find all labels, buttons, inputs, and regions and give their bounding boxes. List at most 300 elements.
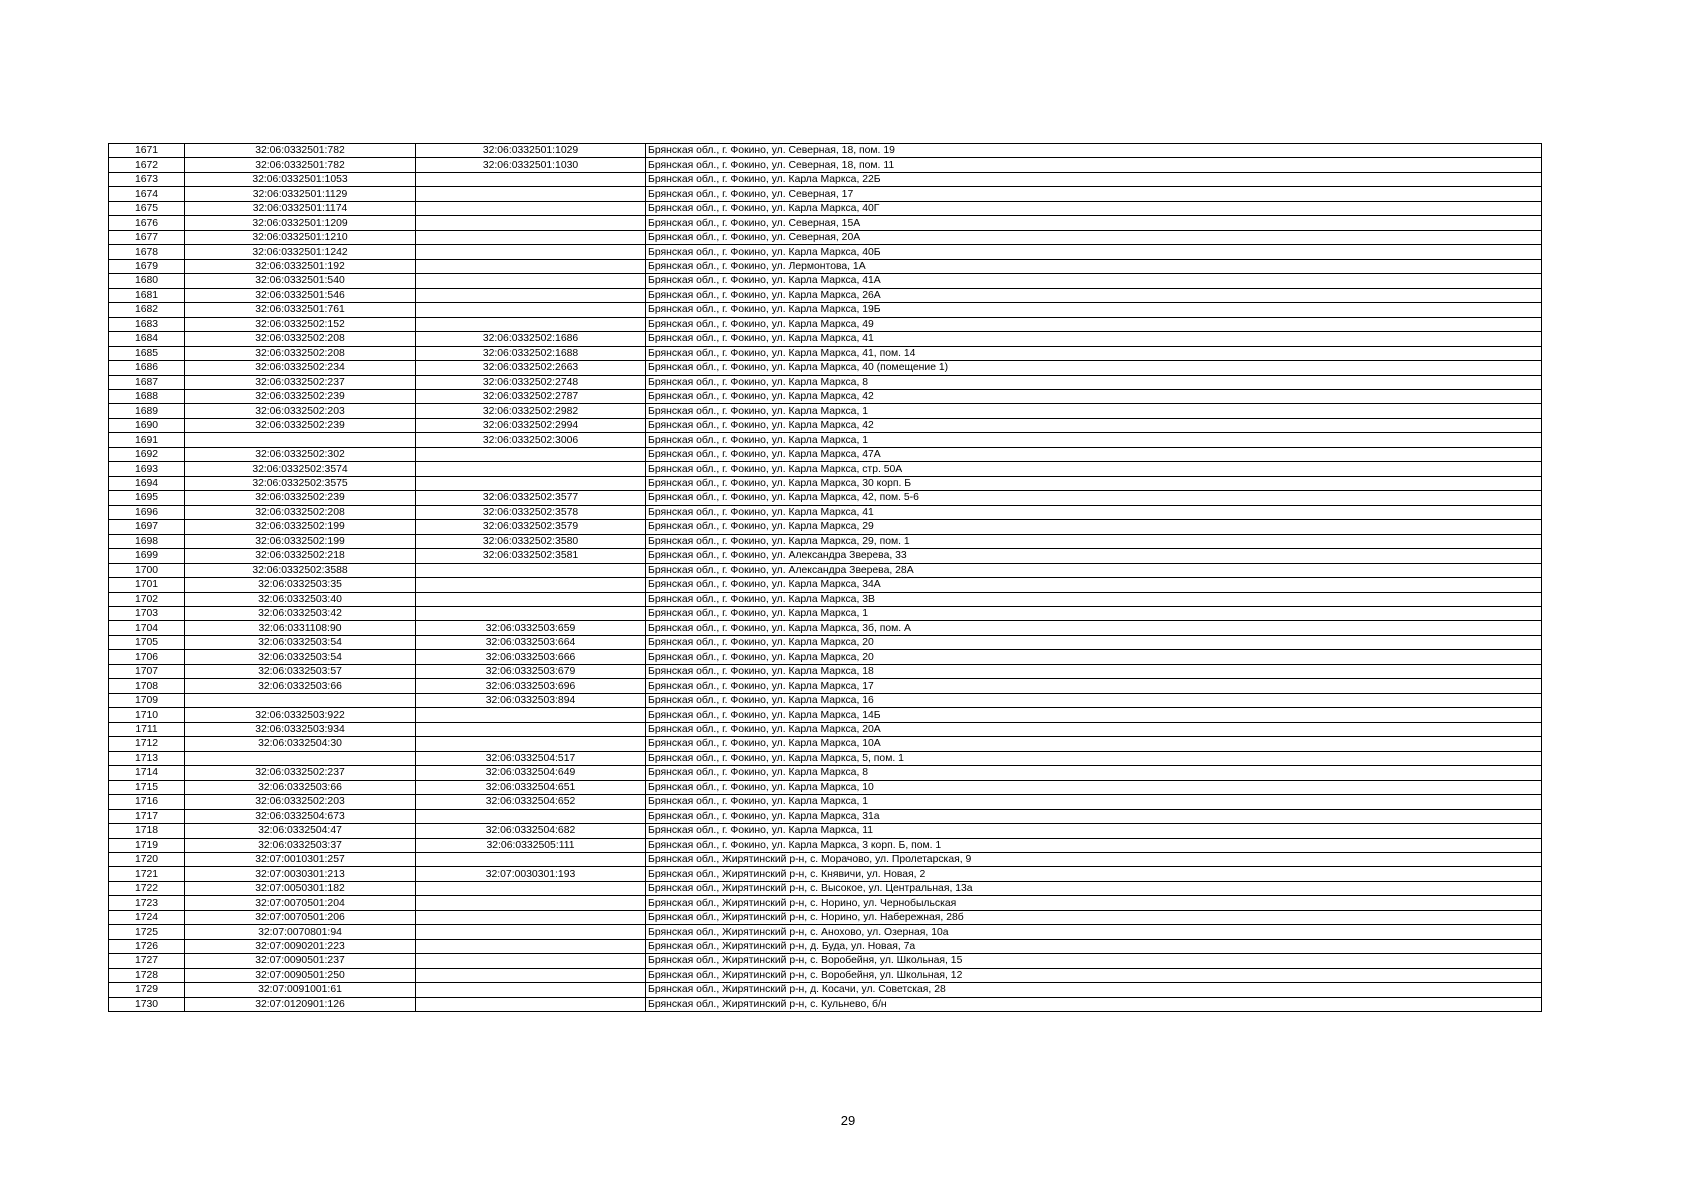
- row-number-cell: 1727: [109, 954, 185, 968]
- cadastral-number-cell: 32:06:0332502:208: [185, 346, 416, 360]
- premises-cadastral-number-cell: 32:06:0332504:652: [416, 795, 646, 809]
- premises-cadastral-number-cell: [416, 983, 646, 997]
- address-cell: Брянская обл., г. Фокино, ул. Карла Маркса, 41: [646, 505, 1542, 519]
- address-cell: Брянская обл., г. Фокино, ул. Карла Маркса, 10А: [646, 737, 1542, 751]
- table-row: [109, 780, 1542, 794]
- cadastral-number-cell: [185, 751, 416, 765]
- cadastral-number-cell: 32:06:0332503:66: [185, 780, 416, 794]
- address-cell: Брянская обл., Жирятинский р-н, с. Воробейня, ул. Школьная, 12: [646, 968, 1542, 982]
- table-row: [109, 838, 1542, 852]
- row-number-cell: 1728: [109, 968, 185, 982]
- row-number-cell: 1730: [109, 997, 185, 1011]
- address-cell: Брянская обл., г. Фокино, ул. Карла Маркса, 41, пом. 14: [646, 346, 1542, 360]
- premises-cadastral-number-cell: 32:06:0332502:3006: [416, 433, 646, 447]
- premises-cadastral-number-cell: [416, 317, 646, 331]
- address-cell: Брянская обл., г. Фокино, ул. Карла Маркса, 49: [646, 317, 1542, 331]
- table-row: [109, 881, 1542, 895]
- premises-cadastral-number-cell: [416, 447, 646, 461]
- row-number-cell: 1671: [109, 144, 185, 158]
- cadastral-number-cell: 32:06:0332503:42: [185, 607, 416, 621]
- address-cell: Брянская обл., г. Фокино, ул. Лермонтова, 1А: [646, 259, 1542, 273]
- table-row: [109, 462, 1542, 476]
- address-cell: Брянская обл., г. Фокино, ул. Карла Маркса, 41: [646, 332, 1542, 346]
- premises-cadastral-number-cell: 32:06:0332503:666: [416, 650, 646, 664]
- cadastral-number-cell: 32:07:0090501:250: [185, 968, 416, 982]
- cadastral-number-cell: 32:06:0332502:3588: [185, 563, 416, 577]
- address-cell: Брянская обл., г. Фокино, ул. Северная, 20А: [646, 230, 1542, 244]
- address-cell: Брянская обл., г. Фокино, ул. Карла Маркса, 14Б: [646, 708, 1542, 722]
- cadastral-number-cell: 32:06:0332501:761: [185, 303, 416, 317]
- address-cell: Брянская обл., г. Фокино, ул. Карла Маркса, 42: [646, 389, 1542, 403]
- table-row: [109, 303, 1542, 317]
- row-number-cell: 1677: [109, 230, 185, 244]
- row-number-cell: 1673: [109, 172, 185, 186]
- address-cell: Брянская обл., г. Фокино, ул. Северная, 15А: [646, 216, 1542, 230]
- address-cell: Брянская обл., г. Фокино, ул. Карла Маркса, 40Г: [646, 201, 1542, 215]
- premises-cadastral-number-cell: 32:06:0332502:2994: [416, 418, 646, 432]
- cadastral-number-cell: 32:06:0332501:546: [185, 288, 416, 302]
- table-row: [109, 708, 1542, 722]
- table-row: [109, 433, 1542, 447]
- address-cell: Брянская обл., г. Фокино, ул. Карла Маркса, 20А: [646, 722, 1542, 736]
- row-number-cell: 1679: [109, 259, 185, 273]
- row-number-cell: 1690: [109, 418, 185, 432]
- address-cell: Брянская обл., г. Фокино, ул. Карла Маркса, 5, пом. 1: [646, 751, 1542, 765]
- cadastral-number-cell: 32:06:0332501:540: [185, 274, 416, 288]
- table-row: [109, 939, 1542, 953]
- table-row: [109, 216, 1542, 230]
- premises-cadastral-number-cell: [416, 997, 646, 1011]
- address-cell: Брянская обл., г. Фокино, ул. Карла Маркса, 10: [646, 780, 1542, 794]
- premises-cadastral-number-cell: 32:06:0332502:3577: [416, 491, 646, 505]
- premises-cadastral-number-cell: 32:06:0332502:3580: [416, 534, 646, 548]
- table-row: [109, 954, 1542, 968]
- premises-cadastral-number-cell: 32:06:0332503:894: [416, 693, 646, 707]
- row-number-cell: 1708: [109, 679, 185, 693]
- table-row: [109, 520, 1542, 534]
- premises-cadastral-number-cell: 32:06:0332505:111: [416, 838, 646, 852]
- table-row: [109, 766, 1542, 780]
- table-row: [109, 491, 1542, 505]
- row-number-cell: 1710: [109, 708, 185, 722]
- premises-cadastral-number-cell: 32:06:0332504:649: [416, 766, 646, 780]
- premises-cadastral-number-cell: 32:06:0332503:679: [416, 664, 646, 678]
- premises-cadastral-number-cell: [416, 896, 646, 910]
- address-cell: Брянская обл., Жирятинский р-н, д. Буда, ул. Новая, 7а: [646, 939, 1542, 953]
- premises-cadastral-number-cell: 32:06:0332502:1688: [416, 346, 646, 360]
- table-row: [109, 534, 1542, 548]
- premises-cadastral-number-cell: [416, 274, 646, 288]
- row-number-cell: 1672: [109, 158, 185, 172]
- address-cell: Брянская обл., г. Фокино, ул. Карла Маркса, 11: [646, 824, 1542, 838]
- cadastral-number-cell: 32:06:0332502:3574: [185, 462, 416, 476]
- premises-cadastral-number-cell: 32:06:0332504:517: [416, 751, 646, 765]
- row-number-cell: 1678: [109, 245, 185, 259]
- cadastral-number-cell: [185, 433, 416, 447]
- cadastral-number-cell: 32:06:0332502:152: [185, 317, 416, 331]
- table-row: [109, 404, 1542, 418]
- row-number-cell: 1705: [109, 635, 185, 649]
- cadastral-number-cell: 32:06:0332501:192: [185, 259, 416, 273]
- table-row: [109, 925, 1542, 939]
- row-number-cell: 1711: [109, 722, 185, 736]
- table-row: [109, 505, 1542, 519]
- cadastral-number-cell: 32:07:0050301:182: [185, 881, 416, 895]
- cadastral-number-cell: 32:06:0332502:203: [185, 404, 416, 418]
- cadastral-number-cell: 32:07:0030301:213: [185, 867, 416, 881]
- cadastral-number-cell: 32:06:0332502:208: [185, 332, 416, 346]
- cadastral-number-cell: 32:07:0070501:204: [185, 896, 416, 910]
- address-cell: Брянская обл., г. Фокино, ул. Карла Маркса, 3 корп. Б, пом. 1: [646, 838, 1542, 852]
- premises-cadastral-number-cell: [416, 809, 646, 823]
- table-row: [109, 418, 1542, 432]
- premises-cadastral-number-cell: [416, 852, 646, 866]
- premises-cadastral-number-cell: 32:06:0332503:659: [416, 621, 646, 635]
- address-cell: Брянская обл., г. Фокино, ул. Северная, 18, пом. 19: [646, 144, 1542, 158]
- address-cell: Брянская обл., г. Фокино, ул. Карла Маркса, 20: [646, 635, 1542, 649]
- row-number-cell: 1719: [109, 838, 185, 852]
- premises-cadastral-number-cell: [416, 939, 646, 953]
- cadastral-number-cell: 32:06:0332501:1210: [185, 230, 416, 244]
- premises-cadastral-number-cell: [416, 910, 646, 924]
- table-row: [109, 375, 1542, 389]
- premises-cadastral-number-cell: [416, 259, 646, 273]
- cadastral-number-cell: 32:06:0332501:1174: [185, 201, 416, 215]
- table-row: [109, 968, 1542, 982]
- table-row: [109, 288, 1542, 302]
- table-row: [109, 230, 1542, 244]
- address-cell: Брянская обл., г. Фокино, ул. Карла Маркса, 20: [646, 650, 1542, 664]
- table-row: [109, 346, 1542, 360]
- row-number-cell: 1693: [109, 462, 185, 476]
- address-cell: Брянская обл., г. Фокино, ул. Карла Маркса, 16: [646, 693, 1542, 707]
- address-cell: Брянская обл., г. Фокино, ул. Карла Маркса, 42, пом. 5-6: [646, 491, 1542, 505]
- premises-cadastral-number-cell: [416, 230, 646, 244]
- row-number-cell: 1700: [109, 563, 185, 577]
- address-cell: Брянская обл., г. Фокино, ул. Карла Маркса, 8: [646, 766, 1542, 780]
- table-row: [109, 389, 1542, 403]
- table-row: [109, 245, 1542, 259]
- address-cell: Брянская обл., Жирятинский р-н, с. Княвичи, ул. Новая, 2: [646, 867, 1542, 881]
- cadastral-number-cell: 32:07:0120901:126: [185, 997, 416, 1011]
- address-cell: Брянская обл., г. Фокино, ул. Карла Маркса, 1: [646, 433, 1542, 447]
- table-row: [109, 679, 1542, 693]
- table-row: [109, 144, 1542, 158]
- table-row: [109, 447, 1542, 461]
- table-row: [109, 722, 1542, 736]
- address-cell: Брянская обл., г. Фокино, ул. Карла Маркса, 42: [646, 418, 1542, 432]
- table-row: [109, 578, 1542, 592]
- premises-cadastral-number-cell: 32:07:0030301:193: [416, 867, 646, 881]
- table-row: [109, 201, 1542, 215]
- address-cell: Брянская обл., Жирятинский р-н, д. Косачи, ул. Советская, 28: [646, 983, 1542, 997]
- table-row: [109, 187, 1542, 201]
- cadastral-number-cell: 32:07:0090501:237: [185, 954, 416, 968]
- address-cell: Брянская обл., г. Фокино, ул. Карла Маркса, 18: [646, 664, 1542, 678]
- premises-cadastral-number-cell: [416, 737, 646, 751]
- address-cell: Брянская обл., г. Фокино, ул. Карла Маркса, 47А: [646, 447, 1542, 461]
- premises-cadastral-number-cell: [416, 187, 646, 201]
- premises-cadastral-number-cell: 32:06:0332502:1686: [416, 332, 646, 346]
- premises-cadastral-number-cell: 32:06:0332501:1029: [416, 144, 646, 158]
- premises-cadastral-number-cell: [416, 708, 646, 722]
- address-cell: Брянская обл., Жирятинский р-н, с. Высокое, ул. Центральная, 13а: [646, 881, 1542, 895]
- premises-cadastral-number-cell: [416, 925, 646, 939]
- row-number-cell: 1695: [109, 491, 185, 505]
- cadastral-number-cell: 32:06:0332501:782: [185, 144, 416, 158]
- row-number-cell: 1686: [109, 361, 185, 375]
- row-number-cell: 1712: [109, 737, 185, 751]
- cadastral-number-cell: 32:06:0332503:37: [185, 838, 416, 852]
- cadastral-number-cell: 32:06:0332501:782: [185, 158, 416, 172]
- row-number-cell: 1682: [109, 303, 185, 317]
- address-cell: Брянская обл., г. Фокино, ул. Карла Маркса, 34А: [646, 578, 1542, 592]
- address-cell: Брянская обл., г. Фокино, ул. Карла Маркса, 40 (помещение 1): [646, 361, 1542, 375]
- address-cell: Брянская обл., г. Фокино, ул. Карла Маркса, 29, пом. 1: [646, 534, 1542, 548]
- premises-cadastral-number-cell: 32:06:0332501:1030: [416, 158, 646, 172]
- registry-table-body: [109, 144, 1542, 1012]
- cadastral-number-cell: 32:06:0332502:302: [185, 447, 416, 461]
- address-cell: Брянская обл., г. Фокино, ул. Карла Маркса, 22Б: [646, 172, 1542, 186]
- row-number-cell: 1685: [109, 346, 185, 360]
- address-cell: Брянская обл., г. Фокино, ул. Карла Маркса, 31а: [646, 809, 1542, 823]
- row-number-cell: 1683: [109, 317, 185, 331]
- table-row: [109, 664, 1542, 678]
- row-number-cell: 1709: [109, 693, 185, 707]
- address-cell: Брянская обл., г. Фокино, ул. Карла Маркса, 1: [646, 607, 1542, 621]
- row-number-cell: 1718: [109, 824, 185, 838]
- cadastral-number-cell: 32:06:0332501:1209: [185, 216, 416, 230]
- table-row: [109, 867, 1542, 881]
- table-row: [109, 476, 1542, 490]
- cadastral-number-cell: 32:06:0332503:35: [185, 578, 416, 592]
- cadastral-number-cell: 32:06:0332502:239: [185, 491, 416, 505]
- registry-table: [108, 143, 1542, 1012]
- cadastral-number-cell: 32:07:0070501:206: [185, 910, 416, 924]
- row-number-cell: 1714: [109, 766, 185, 780]
- table-row: [109, 621, 1542, 635]
- premises-cadastral-number-cell: 32:06:0332502:3579: [416, 520, 646, 534]
- address-cell: Брянская обл., г. Фокино, ул. Карла Маркса, 3б, пом. А: [646, 621, 1542, 635]
- table-row: [109, 607, 1542, 621]
- cadastral-number-cell: 32:06:0332502:203: [185, 795, 416, 809]
- cadastral-number-cell: 32:06:0332503:40: [185, 592, 416, 606]
- table-row: [109, 795, 1542, 809]
- page-number: 29: [840, 1113, 856, 1128]
- premises-cadastral-number-cell: [416, 288, 646, 302]
- cadastral-number-cell: [185, 693, 416, 707]
- row-number-cell: 1720: [109, 852, 185, 866]
- cadastral-number-cell: 32:07:0010301:257: [185, 852, 416, 866]
- premises-cadastral-number-cell: 32:06:0332502:3581: [416, 549, 646, 563]
- address-cell: Брянская обл., г. Фокино, ул. Карла Маркса, 41А: [646, 274, 1542, 288]
- premises-cadastral-number-cell: [416, 216, 646, 230]
- row-number-cell: 1702: [109, 592, 185, 606]
- premises-cadastral-number-cell: [416, 607, 646, 621]
- premises-cadastral-number-cell: [416, 578, 646, 592]
- table-row: [109, 693, 1542, 707]
- row-number-cell: 1713: [109, 751, 185, 765]
- row-number-cell: 1722: [109, 881, 185, 895]
- cadastral-number-cell: 32:06:0332502:234: [185, 361, 416, 375]
- row-number-cell: 1707: [109, 664, 185, 678]
- row-number-cell: 1680: [109, 274, 185, 288]
- row-number-cell: 1724: [109, 910, 185, 924]
- premises-cadastral-number-cell: 32:06:0332502:2748: [416, 375, 646, 389]
- cadastral-number-cell: 32:06:0332503:66: [185, 679, 416, 693]
- cadastral-number-cell: 32:07:0070801:94: [185, 925, 416, 939]
- cadastral-number-cell: 32:06:0332503:922: [185, 708, 416, 722]
- address-cell: Брянская обл., Жирятинский р-н, с. Воробейня, ул. Школьная, 15: [646, 954, 1542, 968]
- table-row: [109, 824, 1542, 838]
- cadastral-number-cell: 32:06:0332502:218: [185, 549, 416, 563]
- address-cell: Брянская обл., Жирятинский р-н, с. Кульнево, б/н: [646, 997, 1542, 1011]
- cadastral-number-cell: 32:06:0332501:1129: [185, 187, 416, 201]
- table-row: [109, 635, 1542, 649]
- table-row: [109, 158, 1542, 172]
- table-row: [109, 259, 1542, 273]
- cadastral-number-cell: 32:07:0091001:61: [185, 983, 416, 997]
- table-row: [109, 274, 1542, 288]
- premises-cadastral-number-cell: [416, 563, 646, 577]
- row-number-cell: 1706: [109, 650, 185, 664]
- table-row: [109, 809, 1542, 823]
- cadastral-number-cell: 32:06:0332502:199: [185, 520, 416, 534]
- row-number-cell: 1699: [109, 549, 185, 563]
- cadastral-number-cell: 32:06:0332502:239: [185, 418, 416, 432]
- premises-cadastral-number-cell: [416, 172, 646, 186]
- table-row: [109, 549, 1542, 563]
- table-row: [109, 317, 1542, 331]
- address-cell: Брянская обл., Жирятинский р-н, с. Норино, ул. Набережная, 28б: [646, 910, 1542, 924]
- address-cell: Брянская обл., г. Фокино, ул. Карла Маркса, 17: [646, 679, 1542, 693]
- address-cell: Брянская обл., г. Фокино, ул. Карла Маркса, 30 корп. Б: [646, 476, 1542, 490]
- table-row: [109, 983, 1542, 997]
- address-cell: Брянская обл., г. Фокино, ул. Карла Маркса, стр. 50А: [646, 462, 1542, 476]
- cadastral-number-cell: 32:06:0332502:237: [185, 375, 416, 389]
- row-number-cell: 1726: [109, 939, 185, 953]
- address-cell: Брянская обл., г. Фокино, ул. Карла Маркса, 1: [646, 404, 1542, 418]
- cadastral-number-cell: 32:06:0332502:199: [185, 534, 416, 548]
- table-row: [109, 592, 1542, 606]
- table-row: [109, 563, 1542, 577]
- cadastral-number-cell: 32:06:0332503:934: [185, 722, 416, 736]
- table-row: [109, 737, 1542, 751]
- address-cell: Брянская обл., г. Фокино, ул. Карла Маркса, 3В: [646, 592, 1542, 606]
- row-number-cell: 1697: [109, 520, 185, 534]
- row-number-cell: 1721: [109, 867, 185, 881]
- premises-cadastral-number-cell: 32:06:0332503:696: [416, 679, 646, 693]
- table-row: [109, 997, 1542, 1011]
- row-number-cell: 1681: [109, 288, 185, 302]
- address-cell: Брянская обл., г. Фокино, ул. Северная, 18, пом. 11: [646, 158, 1542, 172]
- row-number-cell: 1684: [109, 332, 185, 346]
- row-number-cell: 1675: [109, 201, 185, 215]
- premises-cadastral-number-cell: 32:06:0332504:651: [416, 780, 646, 794]
- address-cell: Брянская обл., г. Фокино, ул. Карла Маркса, 19Б: [646, 303, 1542, 317]
- cadastral-number-cell: 32:06:0332504:30: [185, 737, 416, 751]
- premises-cadastral-number-cell: 32:06:0332502:2787: [416, 389, 646, 403]
- address-cell: Брянская обл., г. Фокино, ул. Александра Зверева, 28А: [646, 563, 1542, 577]
- cadastral-number-cell: 32:06:0332501:1242: [185, 245, 416, 259]
- address-cell: Брянская обл., Жирятинский р-н, с. Анохово, ул. Озерная, 10а: [646, 925, 1542, 939]
- premises-cadastral-number-cell: 32:06:0332502:2663: [416, 361, 646, 375]
- address-cell: Брянская обл., г. Фокино, ул. Карла Маркса, 40Б: [646, 245, 1542, 259]
- address-cell: Брянская обл., г. Фокино, ул. Карла Маркса, 8: [646, 375, 1542, 389]
- address-cell: Брянская обл., г. Фокино, ул. Александра Зверева, 33: [646, 549, 1542, 563]
- cadastral-number-cell: 32:06:0332504:47: [185, 824, 416, 838]
- row-number-cell: 1698: [109, 534, 185, 548]
- cadastral-number-cell: 32:06:0332503:57: [185, 664, 416, 678]
- cadastral-number-cell: 32:06:0332503:54: [185, 650, 416, 664]
- cadastral-number-cell: 32:06:0332501:1053: [185, 172, 416, 186]
- row-number-cell: 1688: [109, 389, 185, 403]
- cadastral-number-cell: 32:07:0090201:223: [185, 939, 416, 953]
- premises-cadastral-number-cell: 32:06:0332504:682: [416, 824, 646, 838]
- address-cell: Брянская обл., г. Фокино, ул. Северная, 17: [646, 187, 1542, 201]
- row-number-cell: 1687: [109, 375, 185, 389]
- table-row: [109, 751, 1542, 765]
- cadastral-number-cell: 32:06:0332502:237: [185, 766, 416, 780]
- premises-cadastral-number-cell: [416, 968, 646, 982]
- cadastral-number-cell: 32:06:0331108:90: [185, 621, 416, 635]
- table-row: [109, 852, 1542, 866]
- cadastral-number-cell: 32:06:0332502:239: [185, 389, 416, 403]
- premises-cadastral-number-cell: [416, 303, 646, 317]
- premises-cadastral-number-cell: [416, 476, 646, 490]
- table-row: [109, 650, 1542, 664]
- address-cell: Брянская обл., г. Фокино, ул. Карла Маркса, 26А: [646, 288, 1542, 302]
- row-number-cell: 1717: [109, 809, 185, 823]
- premises-cadastral-number-cell: [416, 722, 646, 736]
- row-number-cell: 1725: [109, 925, 185, 939]
- table-row: [109, 896, 1542, 910]
- row-number-cell: 1674: [109, 187, 185, 201]
- row-number-cell: 1729: [109, 983, 185, 997]
- row-number-cell: 1696: [109, 505, 185, 519]
- premises-cadastral-number-cell: [416, 245, 646, 259]
- premises-cadastral-number-cell: [416, 462, 646, 476]
- address-cell: Брянская обл., Жирятинский р-н, с. Морачово, ул. Пролетарская, 9: [646, 852, 1542, 866]
- table-row: [109, 172, 1542, 186]
- premises-cadastral-number-cell: [416, 592, 646, 606]
- row-number-cell: 1716: [109, 795, 185, 809]
- cadastral-number-cell: 32:06:0332504:673: [185, 809, 416, 823]
- row-number-cell: 1715: [109, 780, 185, 794]
- table-row: [109, 361, 1542, 375]
- row-number-cell: 1704: [109, 621, 185, 635]
- address-cell: Брянская обл., г. Фокино, ул. Карла Маркса, 29: [646, 520, 1542, 534]
- row-number-cell: 1691: [109, 433, 185, 447]
- row-number-cell: 1723: [109, 896, 185, 910]
- address-cell: Брянская обл., Жирятинский р-н, с. Норино, ул. Чернобыльская: [646, 896, 1542, 910]
- cadastral-number-cell: 32:06:0332502:3575: [185, 476, 416, 490]
- row-number-cell: 1676: [109, 216, 185, 230]
- row-number-cell: 1689: [109, 404, 185, 418]
- row-number-cell: 1692: [109, 447, 185, 461]
- table-row: [109, 910, 1542, 924]
- premises-cadastral-number-cell: [416, 881, 646, 895]
- row-number-cell: 1703: [109, 607, 185, 621]
- premises-cadastral-number-cell: [416, 201, 646, 215]
- table-row: [109, 332, 1542, 346]
- cadastral-number-cell: 32:06:0332503:54: [185, 635, 416, 649]
- cadastral-number-cell: 32:06:0332502:208: [185, 505, 416, 519]
- row-number-cell: 1701: [109, 578, 185, 592]
- premises-cadastral-number-cell: 32:06:0332502:2982: [416, 404, 646, 418]
- premises-cadastral-number-cell: 32:06:0332502:3578: [416, 505, 646, 519]
- premises-cadastral-number-cell: 32:06:0332503:664: [416, 635, 646, 649]
